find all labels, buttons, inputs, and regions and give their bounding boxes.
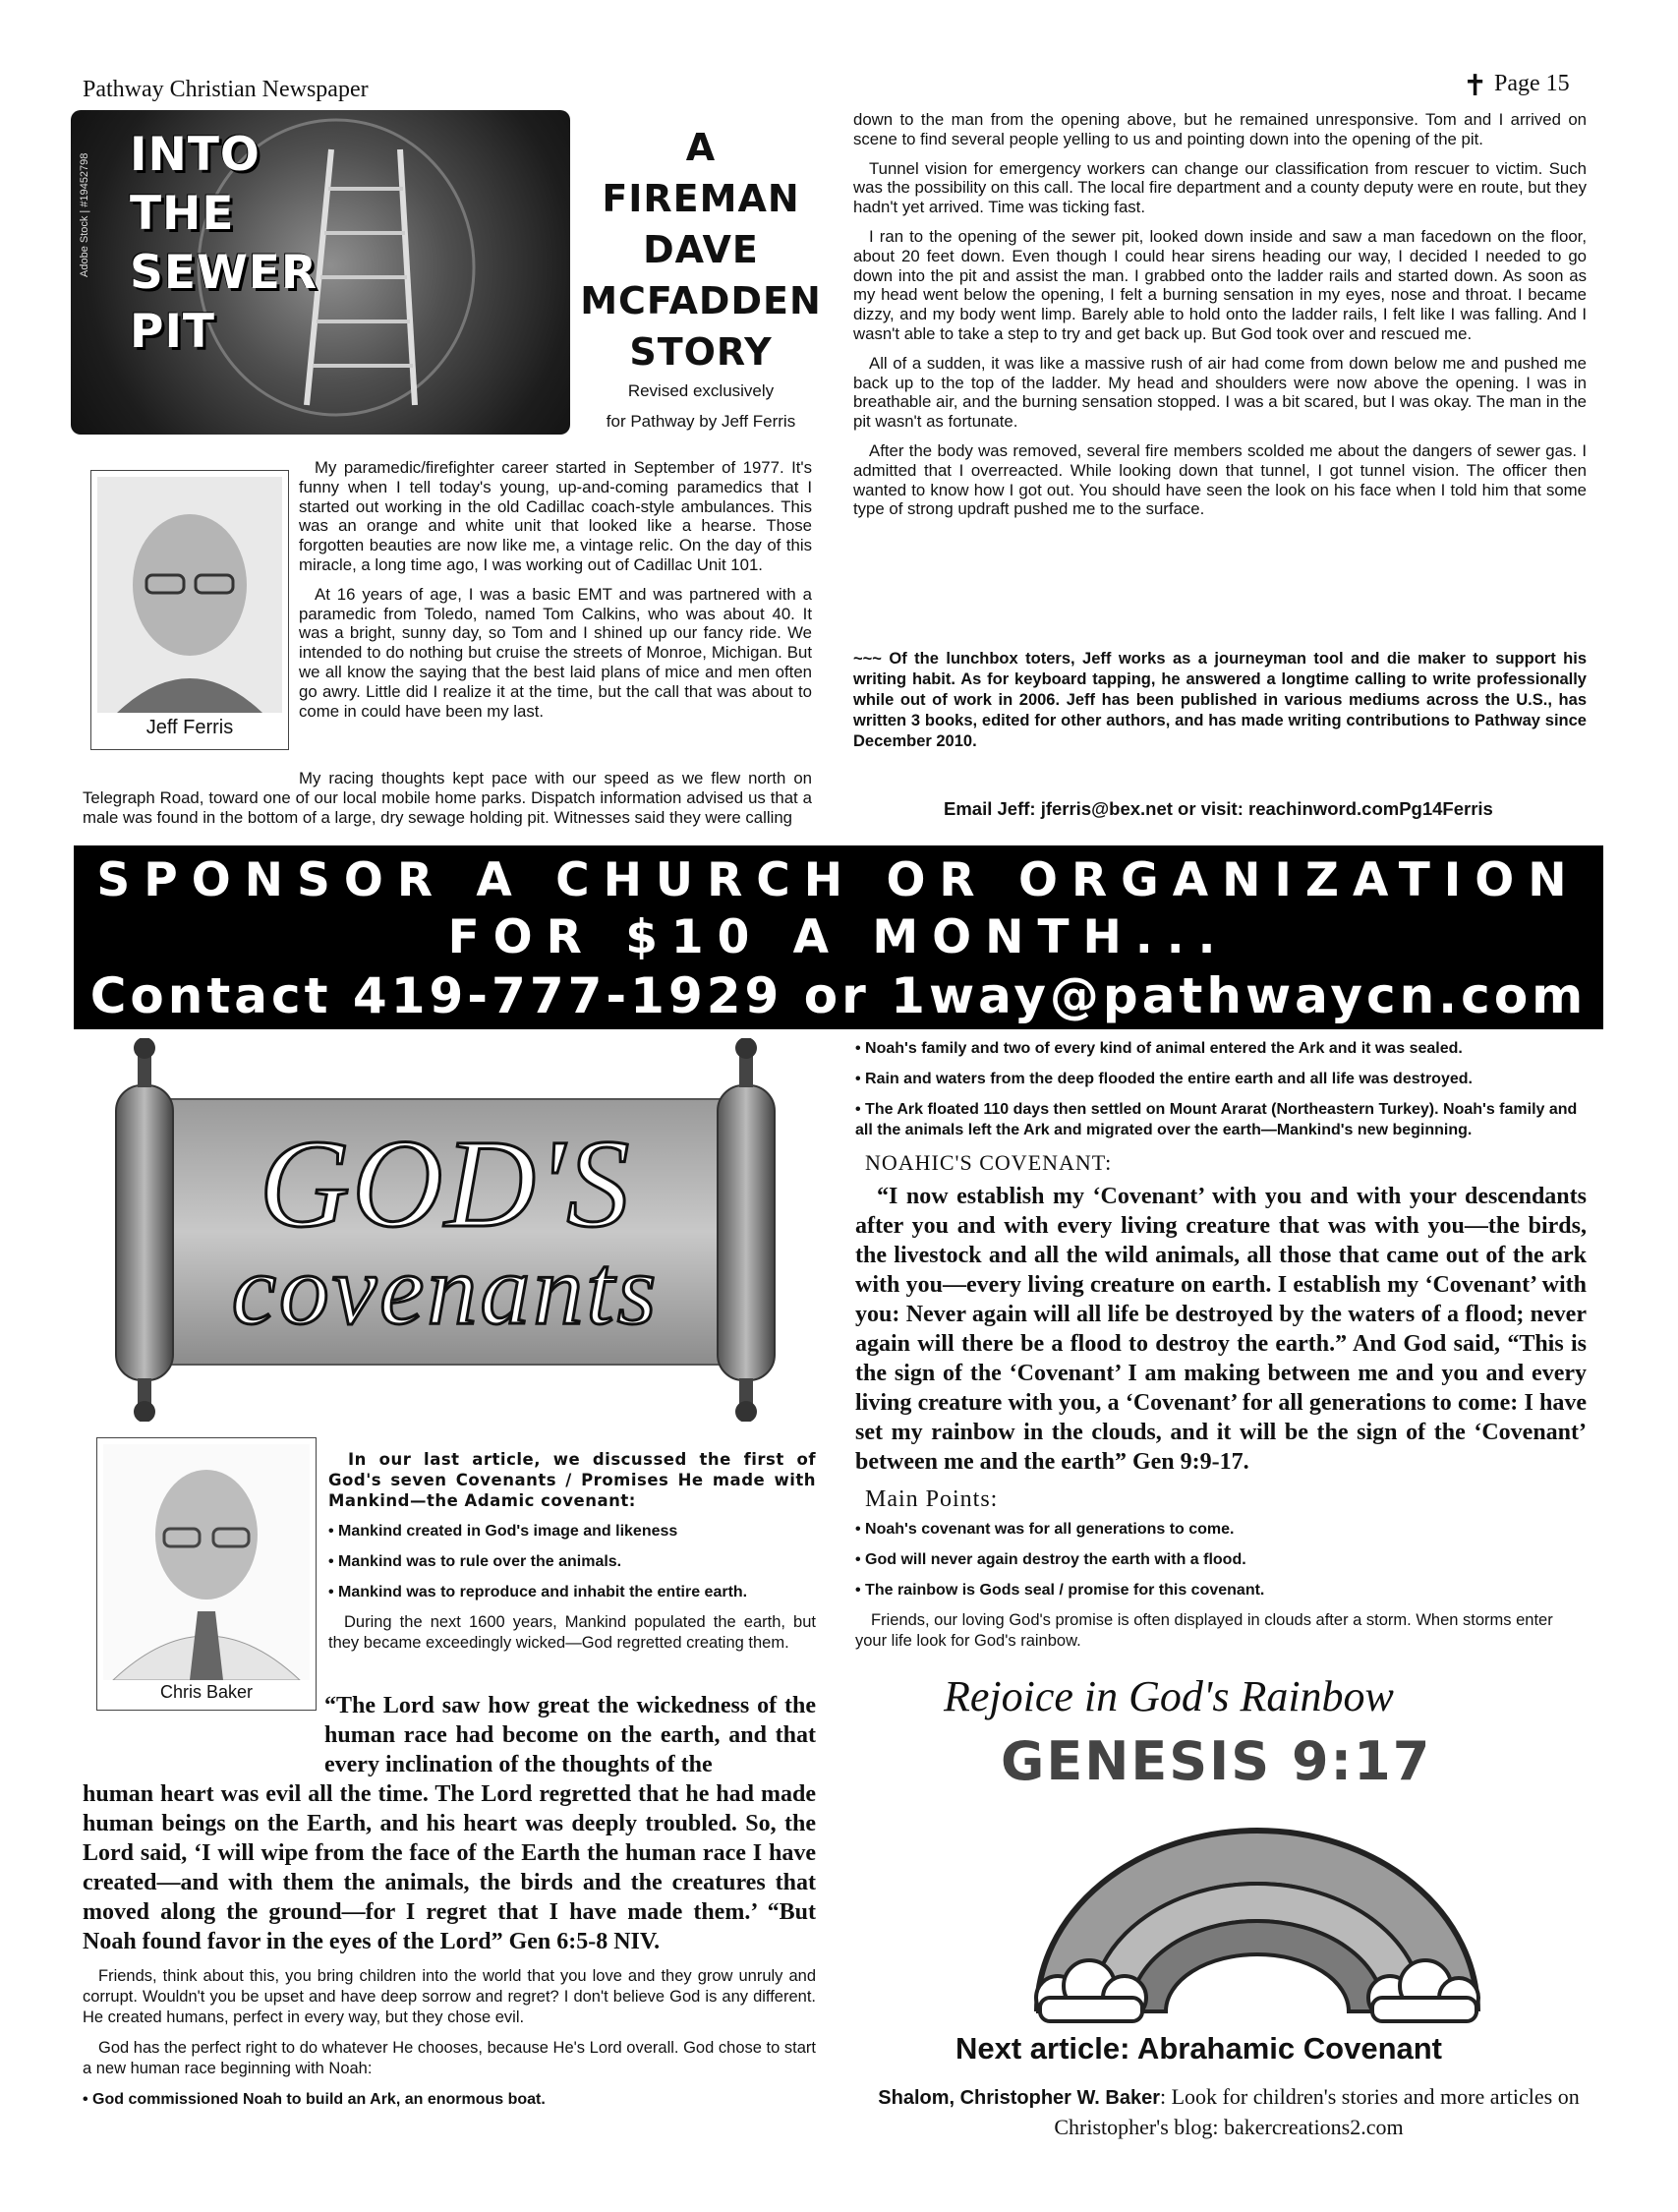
adamic-point: • Mankind created in God's image and likeness: [328, 1523, 678, 1540]
author-caption: Jeff Ferris: [145, 717, 234, 738]
main-point: • Noah's covenant was for all generations to come.: [855, 1521, 1235, 1538]
covenants-column-wide: [83, 1779, 816, 2120]
byline-line: Revised exclusively: [627, 381, 775, 400]
scroll-title-line2: covenants: [231, 1235, 660, 1346]
story-paragraph: down to the man from the opening above, but he remained unresponsive. Tom and I arrived on scene to find several people yelling to us and pointing down into the opening of the pit.: [853, 110, 1587, 148]
author-photo: [97, 477, 282, 713]
main-points-heading: Main Points:: [865, 1486, 999, 1512]
noahic-heading: NOAHIC'S COVENANT:: [865, 1150, 1113, 1175]
author-caption: Chris Baker: [159, 1682, 254, 1702]
hero-title-line: INTO: [130, 128, 260, 182]
story-title-line: STORY: [629, 330, 773, 374]
intro-paragraph: In our last article, we discussed the first of God's seven Covenants / Promises He made with Mankind—the Adamic covenant:: [328, 1450, 816, 1510]
noahic-quote: “I now establish my ‘Covenant’ with you and with your descendants after you and with every living creature that was with you—the birds, the livestock and all the wild animals, all those that came out of the ark with you—every living creature on earth. I establish my ‘Covenant’ with you: Never again will all life be destroyed by the waters of a flood; never again will there be a flood to destroy the earth.” And God said, “This is the sign of the ‘Covenant’ I am making between me and you and every living creature with you, a ‘Covenant’ for all generations to come: I have set my rainbow in the clouds, and it will be the sign of the ‘Covenant’ between me and the earth” Gen 9:9-17.: [855, 1184, 1587, 1475]
adamic-point: • Mankind was to rule over the animals.: [328, 1553, 622, 1570]
main-point: • God will never again destroy the earth with a flood.: [855, 1551, 1246, 1568]
byline-line: for Pathway by Jeff Ferris: [606, 412, 796, 431]
story-paragraph: My racing thoughts kept pace with our speed as we flew north on Telegraph Road, toward one of our local mobile home parks. Dispatch information advised us that a male was found in the bottom of a large, dry sewage holding pit. Witnesses said they were calling: [83, 769, 812, 827]
portrait-illustration: [97, 477, 282, 713]
story-title-line: A: [685, 126, 717, 169]
byline: [574, 376, 828, 437]
hero-title-line: THE: [130, 187, 235, 241]
portrait-illustration: [103, 1444, 310, 1680]
story-column-wide: [83, 769, 812, 837]
covenants-column-narrow: [328, 1449, 816, 1663]
author-photo-frame: [90, 470, 289, 750]
story-paragraph: Tunnel vision for emergency workers can change our classification from rescuer to victim. Such was the possibility on this call. The local fire department and a county deputy were en route, but they hadn't yet arrived. Time was ticking fast.: [853, 158, 1587, 217]
scroll-title-line1: GOD'S: [259, 1114, 632, 1253]
covenants-column-right: [855, 1038, 1587, 1661]
story-title-line: FIREMAN: [602, 177, 800, 220]
banner-contact[interactable]: Contact 419-777-1929 or 1way@pathwaycn.com: [89, 967, 1588, 1024]
rainbow-graphic: [1018, 1805, 1496, 2027]
noah-point: • Rain and waters from the deep flooded the entire earth and all life was destroyed.: [855, 1071, 1473, 1087]
banner-line: FOR $10 A MONTH...: [447, 910, 1230, 964]
shalom-signoff: [865, 2082, 1592, 2142]
adamic-point: • Mankind was to reproduce and inhabit the entire earth.: [328, 1584, 748, 1601]
hero-title: [130, 126, 405, 362]
story-paragraph: After the body was removed, several fire members scolded me about the dangers of sewer gas. I admitted that I overreacted. While looking down that tunnel, I got tunnel vision. The officer then wanted to know how I got out. You should have seen the look on his face when I told him that some type of strong updraft pushed me to the surface.: [853, 440, 1587, 519]
publication-name: Pathway Christian Newspaper: [83, 77, 369, 102]
page-number: Page 15: [1494, 71, 1570, 96]
story-paragraph: My paramedic/firefighter career started in September of 1977. It's funny when I tell today's young, up-and-coming paramedics that I started out working in the old Cadillac coach-style ambulances. This was an orange and white unit that looked like a hearse. Those forgotten beauties are now like me, a vintage relic. On the day of this miracle, a long time ago, I was working out of Cadillac Unit 101.: [299, 458, 812, 574]
author-photo-frame: [96, 1437, 317, 1711]
genesis-reference: GENESIS 9:17: [1001, 1730, 1432, 1792]
cross-icon: ✝: [1463, 70, 1488, 102]
story-title-line: DAVE: [643, 228, 759, 271]
story-title-line: MCFADDEN: [580, 279, 822, 322]
hero-title-line: SEWER: [130, 246, 318, 300]
friends-paragraph: Friends, think about this, you bring children into the world that you love and they grow unruly and corrupt. Wouldn't you be upset and have deep sorrow and regret? I don't believe God is any different. He created humans, perfect in every way, but they chose evil.: [83, 1967, 816, 2026]
hero-title-line: PIT: [130, 305, 215, 359]
author-photo: [103, 1444, 310, 1680]
genesis-quote-narrow: “The Lord saw how great the wickedness of the human race had become on the earth, and that every inclination of the thoughts of the: [324, 1693, 816, 1777]
genesis-quote-wide: human heart was evil all the time. The Lord regretted that he had made human beings on the Earth, and his heart was deeply troubled. So, the Lord said, ‘I will wipe from the face of the Earth the human race I have created—and with them the animals, the birds and the creatures that moved along the ground—for I regret that I have made them.’ “But Noah found favor in the eyes of the Lord” Gen 6:5-8 NIV.: [83, 1781, 816, 1954]
noah-point: • Noah's family and two of every kind of animal entered the Ark and it was sealed.: [855, 1040, 1463, 1057]
noah-point: • God commissioned Noah to build an Ark, an enormous boat.: [83, 2091, 546, 2108]
rejoice-heading: Rejoice in God's Rainbow: [944, 1672, 1394, 1720]
banner-line: SPONSOR A CHURCH OR ORGANIZATION: [96, 853, 1581, 907]
image-credit: Adobe Stock | #19452798: [79, 152, 90, 277]
noah-point: • The Ark floated 110 days then settled on Mount Ararat (Northeastern Turkey). Noah's family and all the animals left the Ark and migrated over the earth—Mankind's new beginning.: [855, 1101, 1578, 1138]
author-bio: ~~~ Of the lunchbox toters, Jeff works as a journeyman tool and die maker to support his writing habit. As for keyboard tapping, he answered a longtime calling to write professionally while out of work in 2006. Jeff has been published in various mediums across the U.S., has written 3 books, edited for other authors, and has made writing contributions to Pathway since December 2010.: [853, 650, 1587, 750]
signoff-text: : Look for children's stories and more articles on Christopher's blog: bakercreations2.com: [1054, 2084, 1580, 2139]
next-article: Next article: Abrahamic Covenant: [955, 2031, 1443, 2066]
during-paragraph: During the next 1600 years, Mankind populated the earth, but they became exceedingly wicked—God regretted creating them.: [328, 1613, 816, 1652]
sponsor-banner: [74, 845, 1603, 1029]
story-paragraph: At 16 years of age, I was a basic EMT and was partnered with a paramedic from Toledo, named Tom Calkins, who was about 40. It was a bright, sunny day, so Tom and I shined up our fancy ride. We intended to do nothing but cruise the streets of Monroe, Michigan. But we all know the saying that the best laid plans of mice and men often go awry. Little did I realize it at the time, but the call that was about to come in could have been my last.: [299, 584, 812, 721]
story-column-right: [853, 110, 1587, 529]
story-paragraph: I ran to the opening of the sewer pit, looked down inside and saw a man facedown on the floor, about 20 feet down. Even though I could hear sirens heading our way, I decided I needed to go down into the pit and assist the man. I grabbed onto the ladder rails and started down. As soon as my head went below the opening, I felt a burning sensation in my eyes, nose and throat. I became dizzy, and my body went limp. Barely able to hold onto the ladder rails, I felt like I was falling. And I wasn't able to take a step to try and get back up. But God took over and rescued me.: [853, 226, 1587, 343]
covenants-scroll-graphic: [96, 1038, 794, 1422]
author-email-line[interactable]: Email Jeff: jferris@bex.net or visit: reachinword.comPg14Ferris: [944, 798, 1493, 819]
signoff-name: Shalom, Christopher W. Baker: [878, 2087, 1160, 2109]
story-column-narrow: [299, 458, 812, 730]
sewer-pit-image: [71, 110, 570, 435]
god-right-paragraph: God has the perfect right to do whatever He chooses, because He's Lord overall. God chose to start a new human race beginning with Noah:: [83, 2039, 816, 2077]
friends-paragraph: Friends, our loving God's promise is often displayed in clouds after a storm. When storms enter your life look for God's rainbow.: [855, 1611, 1553, 1650]
story-title: [572, 122, 830, 378]
main-point: • The rainbow is Gods seal / promise for this covenant.: [855, 1582, 1265, 1599]
story-paragraph: All of a sudden, it was like a massive rush of air had come from down below me and pushed me back up to the top of the ladder. My head and shoulders were now above the opening. I was in breathable air, and the burning sensation stopped. I was a bit scared, but I was okay. The man in the pit wasn't as fortunate.: [853, 353, 1587, 432]
